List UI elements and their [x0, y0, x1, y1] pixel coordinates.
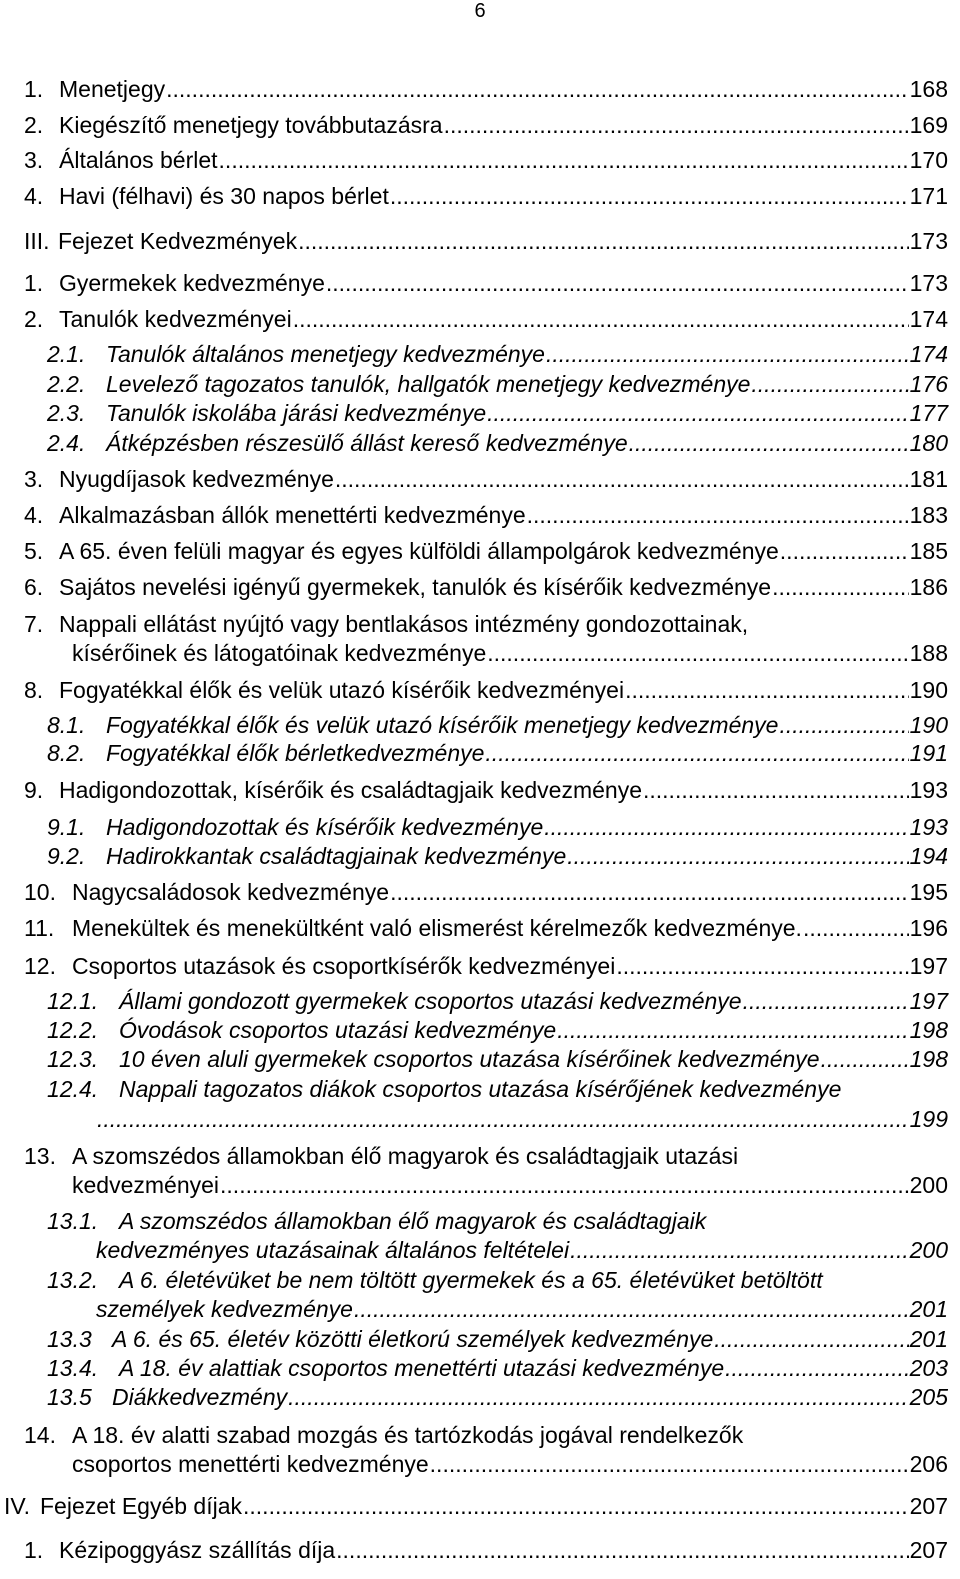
toc-entry-page: 201 [909, 1326, 948, 1352]
toc-entry-title: Kézipoggyász szállítás díja [59, 1537, 336, 1563]
toc-entry-title: Nagycsaládosok kedvezménye [72, 879, 390, 905]
toc-entry-number: 4. [24, 183, 44, 209]
toc-entry-title: kedvezményes utazásainak általános feltételei [96, 1237, 570, 1263]
toc-entry-number: 12.2. [47, 1017, 99, 1043]
dot-leader [243, 1493, 909, 1520]
toc-entry-number: 13.4. [47, 1355, 99, 1381]
dot-leader [354, 1296, 909, 1323]
toc-entry-page: 191 [909, 740, 948, 766]
dot-leader [743, 988, 909, 1015]
toc-entry-number: 8. [24, 677, 44, 703]
toc-entry-row [59, 538, 948, 565]
toc-entry-row [106, 430, 948, 457]
dot-leader [430, 1451, 909, 1478]
toc-entry[interactable] [0, 1143, 960, 1199]
toc-entry-title: Tanulók általános menetjegy kedvezménye [106, 341, 545, 367]
toc-entry-title: Gyermekek kedvezménye [59, 270, 325, 296]
toc-entry-title-line1: A szomszédos államokban élő magyarok és családtagjaik [119, 1208, 707, 1234]
toc-entry-page: 199 [909, 1106, 948, 1132]
toc-entry[interactable] [0, 147, 960, 174]
toc-entry-number: 9.1. [47, 814, 86, 840]
toc-entry-title-line1: Nappali tagozatos diákok csoportos utazása kísérőjének kedvezménye [119, 1076, 842, 1102]
dot-leader [570, 1237, 909, 1264]
dot-leader [725, 1355, 909, 1382]
toc-entry-page: 170 [909, 147, 948, 173]
toc-entry-number: 12. [24, 953, 56, 979]
toc-entry[interactable] [0, 953, 960, 980]
toc-entry[interactable] [0, 1326, 960, 1353]
dot-leader [629, 430, 909, 457]
toc-entry-page: 203 [909, 1355, 948, 1381]
toc-entry-title: Átképzésben részesülő állást kereső kedvezménye [106, 430, 628, 456]
toc-entry-row [59, 574, 948, 601]
toc-entry-title-line1: A 18. év alatti szabad mozgás és tartózkodás jogával rendelkezők [72, 1422, 744, 1448]
toc-entry-page: 181 [909, 466, 948, 492]
toc-entry-number: 1. [24, 270, 44, 296]
toc-entry-title-line1: A 6. életévüket be nem töltött gyermekek és a 65. életévüket betöltött [119, 1267, 823, 1293]
toc-entry-number: 13.3 [47, 1326, 92, 1352]
toc-entry-number: 12.3. [47, 1046, 99, 1072]
toc-entry-title: A 65. éven felüli magyar és egyes külföldi állampolgárok kedvezménye [59, 538, 779, 564]
toc-entry[interactable] [0, 538, 960, 565]
toc-entry-title: Menekültek és menekültként való elismerést kérelmezők kedvezménye. [72, 915, 802, 941]
toc-entry-number: 8.1. [47, 712, 86, 738]
toc-entry-row [119, 1046, 948, 1073]
toc-entry-number: 1. [24, 76, 44, 102]
toc-entry-number: 2. [24, 112, 44, 138]
toc-entry-number: 9.2. [47, 843, 86, 869]
toc-entry-page: 190 [909, 677, 948, 703]
toc-entry-row [59, 502, 948, 529]
toc-entry-title: Levelező tagozatos tanulók, hallgatók menetjegy kedvezménye [106, 371, 751, 397]
toc-entry-title: kedvezményei [72, 1172, 220, 1198]
toc-entry-row [72, 1172, 948, 1199]
toc-entry[interactable] [0, 183, 960, 210]
toc-entry[interactable] [0, 306, 960, 333]
dot-leader [821, 1046, 909, 1073]
toc-entry-title: Hadigondozottak és kísérőik kedvezménye [106, 814, 544, 840]
toc-entry-row [59, 147, 948, 174]
toc-entry-title: Sajátos nevelési igényű gyermekek, tanulók és kísérőik kedvezménye [59, 574, 772, 600]
toc-entry-title: csoportos menettérti kedvezménye [72, 1451, 429, 1477]
toc-entry-title: Havi (félhavi) és 30 napos bérlet [59, 183, 389, 209]
toc-entry-number: 2.4. [47, 430, 86, 456]
dot-leader [751, 371, 908, 398]
toc-entry-title: Fejezet Egyéb díjak [40, 1493, 243, 1519]
toc-entry-row [96, 1237, 948, 1264]
toc-entry-number: 2.3. [47, 400, 86, 426]
toc-entry-row [106, 814, 948, 841]
toc-entry-row [40, 1493, 948, 1520]
toc-entry-row [112, 1326, 948, 1353]
toc-entry-row [106, 843, 948, 870]
toc-entry-title: Csoportos utazások és csoportkísérők kedvezményei [72, 953, 616, 979]
dot-leader [557, 1017, 908, 1044]
toc-entry-number: 5. [24, 538, 44, 564]
dot-leader [546, 341, 909, 368]
toc-entry-row [59, 466, 948, 493]
toc-entry-row [59, 270, 948, 297]
toc-entry-title: Fejezet Kedvezmények [58, 228, 298, 254]
toc-entry-page: 194 [909, 843, 948, 869]
toc-entry-page: 205 [909, 1384, 948, 1410]
toc-entry-row [96, 1106, 948, 1133]
toc-entry[interactable] [0, 1422, 960, 1478]
toc-entry-title: Tanulók iskolába járási kedvezménye [106, 400, 487, 426]
toc-entry-title: Fogyatékkal élők és velük utazó kísérőik menetjegy kedvezménye [106, 712, 779, 738]
toc-entry-row [119, 1355, 948, 1382]
toc-entry[interactable] [0, 777, 960, 804]
dot-leader [288, 1384, 908, 1411]
toc-entry-page: 190 [909, 712, 948, 738]
toc-entry[interactable] [0, 1537, 960, 1564]
toc-entry[interactable] [0, 843, 960, 870]
toc-entry-page: 200 [909, 1237, 948, 1263]
toc-entry-title: Nyugdíjasok kedvezménye [59, 466, 334, 492]
dot-leader [616, 953, 908, 980]
toc-entry[interactable] [0, 430, 960, 457]
toc-entry-page: 201 [909, 1296, 948, 1322]
dot-leader [326, 270, 909, 297]
toc-entry-number: 2.2. [47, 371, 86, 397]
toc-entry-title: Kiegészítő menetjegy továbbutazásra [59, 112, 443, 138]
toc-entry-number: 1. [24, 1537, 44, 1563]
toc-entry-row [59, 76, 948, 103]
toc-entry-row [119, 1017, 948, 1044]
toc-entry-row [72, 953, 948, 980]
toc-entry-row [106, 740, 948, 767]
toc-entry-page: 188 [909, 640, 948, 666]
dot-leader [166, 76, 909, 103]
toc-entry[interactable] [0, 228, 960, 255]
toc-entry-page: 206 [909, 1451, 948, 1477]
dot-leader [444, 112, 909, 139]
dot-leader [390, 183, 909, 210]
toc-entry-number: 4. [24, 502, 44, 528]
toc-entry-number: 13.2. [47, 1267, 99, 1293]
dot-leader [298, 228, 909, 255]
dot-leader [219, 147, 909, 174]
toc-entry[interactable] [0, 371, 960, 398]
toc-entry-number: 2. [24, 306, 44, 332]
toc-entry[interactable] [0, 112, 960, 139]
toc-entry-row [72, 879, 948, 906]
toc-entry-row [106, 400, 948, 427]
toc-entry-number: 12.4. [47, 1076, 99, 1102]
toc-entry-page: 171 [909, 183, 948, 209]
dot-leader [336, 1537, 908, 1564]
toc-entry-page: 185 [909, 538, 948, 564]
toc-entry[interactable] [0, 1017, 960, 1044]
toc-entry-number: 3. [24, 466, 44, 492]
page-number: 6 [474, 0, 486, 22]
toc-entry-row [59, 112, 948, 139]
toc-entry[interactable] [0, 1076, 960, 1133]
toc-entry-row [119, 988, 948, 1015]
toc-entry-title: Általános bérlet [59, 147, 218, 173]
dot-leader [335, 466, 909, 493]
toc-entry-number: III. [24, 228, 50, 254]
dot-leader [220, 1172, 909, 1199]
dot-leader [487, 640, 908, 667]
toc-entry-title: Tanulók kedvezményei [59, 306, 292, 332]
dot-leader [485, 740, 908, 767]
toc-entry[interactable] [0, 341, 960, 368]
toc-entry-page: 198 [909, 1017, 948, 1043]
dot-leader [714, 1326, 908, 1353]
dot-leader [97, 1106, 909, 1133]
dot-leader [487, 400, 908, 427]
toc-entry-row [59, 306, 948, 333]
toc-entry-title: A 18. év alattiak csoportos menettérti utazási kedvezménye [119, 1355, 725, 1381]
dot-leader [643, 777, 909, 804]
toc-entry-page: 173 [909, 270, 948, 296]
toc-entry-number: IV. [4, 1493, 31, 1519]
toc-entry-title: Hadirokkantak családtagjainak kedvezménye [106, 843, 567, 869]
toc-entry-title: Óvodások csoportos utazási kedvezménye [119, 1017, 557, 1043]
toc-entry-number: 13.1. [47, 1208, 99, 1234]
dot-leader [780, 538, 909, 565]
toc-entry-title: Diákkedvezmény [112, 1384, 288, 1410]
toc-entry-title: Alkalmazásban állók menettérti kedvezménye [59, 502, 526, 528]
toc-entry-page: 200 [909, 1172, 948, 1198]
dot-leader [772, 574, 909, 601]
toc-entry-number: 8.2. [47, 740, 86, 766]
dot-leader [567, 843, 908, 870]
toc-entry[interactable] [0, 915, 960, 942]
toc-entry-row [96, 1296, 948, 1323]
toc-entry[interactable] [0, 76, 960, 103]
toc-entry-page: 197 [909, 988, 948, 1014]
toc-entry-row [112, 1384, 948, 1411]
toc-entry-number: 2.1. [47, 341, 86, 367]
toc-entry-page: 207 [909, 1537, 948, 1563]
toc-entry-title: Állami gondozott gyermekek csoportos utazási kedvezménye [119, 988, 742, 1014]
toc-entry-title: személyek kedvezménye [96, 1296, 353, 1322]
toc-entry-number: 12.1. [47, 988, 99, 1014]
toc-entry-row [72, 1451, 948, 1478]
toc-entry-page: 177 [909, 400, 948, 426]
toc-entry-title: kísérőinek és látogatóinak kedvezménye [72, 640, 487, 666]
toc-entry-number: 13.5 [47, 1384, 92, 1410]
toc-entry[interactable] [0, 677, 960, 704]
toc-entry-page: 186 [909, 574, 948, 600]
toc-entry-title-line1: A szomszédos államokban élő magyarok és családtagjaik utazási [72, 1143, 739, 1169]
toc-entry[interactable] [0, 1267, 960, 1323]
toc-entry-page: 196 [909, 915, 948, 941]
toc-entry-row [59, 183, 948, 210]
toc-entry-title: 10 éven aluli gyermekek csoportos utazása kísérőinek kedvezménye [119, 1046, 820, 1072]
toc-entry-page: 197 [909, 953, 948, 979]
dot-leader [625, 677, 909, 704]
toc-entry-title: Hadigondozottak, kísérőik és családtagjaik kedvezménye [59, 777, 642, 803]
toc-entry[interactable] [0, 1384, 960, 1411]
toc-entry-page: 168 [909, 76, 948, 102]
toc-entry-page: 169 [909, 112, 948, 138]
toc-entry[interactable] [0, 1493, 960, 1520]
toc-entry-number: 6. [24, 574, 44, 600]
toc-entry-page: 174 [909, 341, 948, 367]
dot-leader [293, 306, 909, 333]
toc-entry[interactable] [0, 466, 960, 493]
toc-entry[interactable] [0, 574, 960, 601]
toc-entry[interactable] [0, 611, 960, 667]
toc-entry-title: A 6. és 65. életév közötti életkorú személyek kedvezménye [112, 1326, 714, 1352]
toc-entry-title-line1: Nappali ellátást nyújtó vagy bentlakásos intézmény gondozottainak, [59, 611, 749, 637]
toc-entry[interactable] [0, 1046, 960, 1073]
toc-entry-number: 10. [24, 879, 56, 905]
dot-leader [803, 915, 909, 942]
toc-entry[interactable] [0, 712, 960, 739]
toc-entry-number: 7. [24, 611, 44, 637]
toc-entry[interactable] [0, 400, 960, 427]
dot-leader [544, 814, 908, 841]
toc-entry-page: 174 [909, 306, 948, 332]
toc-entry-row [72, 915, 948, 942]
toc-entry-page: 207 [909, 1493, 948, 1519]
toc-entry-row [59, 1537, 948, 1564]
dot-leader [527, 502, 909, 529]
toc-entry-title: Fogyatékkal élők és velük utazó kísérőik kedvezményei [59, 677, 625, 703]
toc-entry[interactable] [0, 502, 960, 529]
toc-entry-row [59, 777, 948, 804]
toc-entry-title: Fogyatékkal élők bérletkedvezménye [106, 740, 485, 766]
toc-entry-page: 183 [909, 502, 948, 528]
toc-entry-page: 193 [909, 814, 948, 840]
toc-entry[interactable] [0, 1355, 960, 1382]
dot-leader [390, 879, 909, 906]
toc-entry-page: 193 [909, 777, 948, 803]
toc-entry-page: 176 [909, 371, 948, 397]
toc-entry-row [106, 341, 948, 368]
toc-entry[interactable] [0, 879, 960, 906]
toc-entry[interactable] [0, 740, 960, 767]
toc-entry-title: Menetjegy [59, 76, 166, 102]
toc-entry-page: 173 [909, 228, 948, 254]
toc-entry-row [72, 640, 948, 667]
toc-entry[interactable] [0, 1208, 960, 1264]
toc-entry-page: 198 [909, 1046, 948, 1072]
toc-entry-row [58, 228, 948, 255]
toc-entry-page: 195 [909, 879, 948, 905]
toc-entry-row [106, 371, 948, 398]
toc-entry-number: 11. [24, 915, 55, 941]
toc-entry-number: 14. [24, 1422, 56, 1448]
toc-entry-number: 13. [24, 1143, 56, 1169]
toc-entry-row [59, 677, 948, 704]
toc-entry[interactable] [0, 270, 960, 297]
toc-entry[interactable] [0, 814, 960, 841]
toc-entry-number: 9. [24, 777, 44, 803]
toc-entry[interactable] [0, 988, 960, 1015]
toc-entry-number: 3. [24, 147, 44, 173]
dot-leader [779, 712, 908, 739]
toc-entry-row [106, 712, 948, 739]
toc-entry-page: 180 [909, 430, 948, 456]
